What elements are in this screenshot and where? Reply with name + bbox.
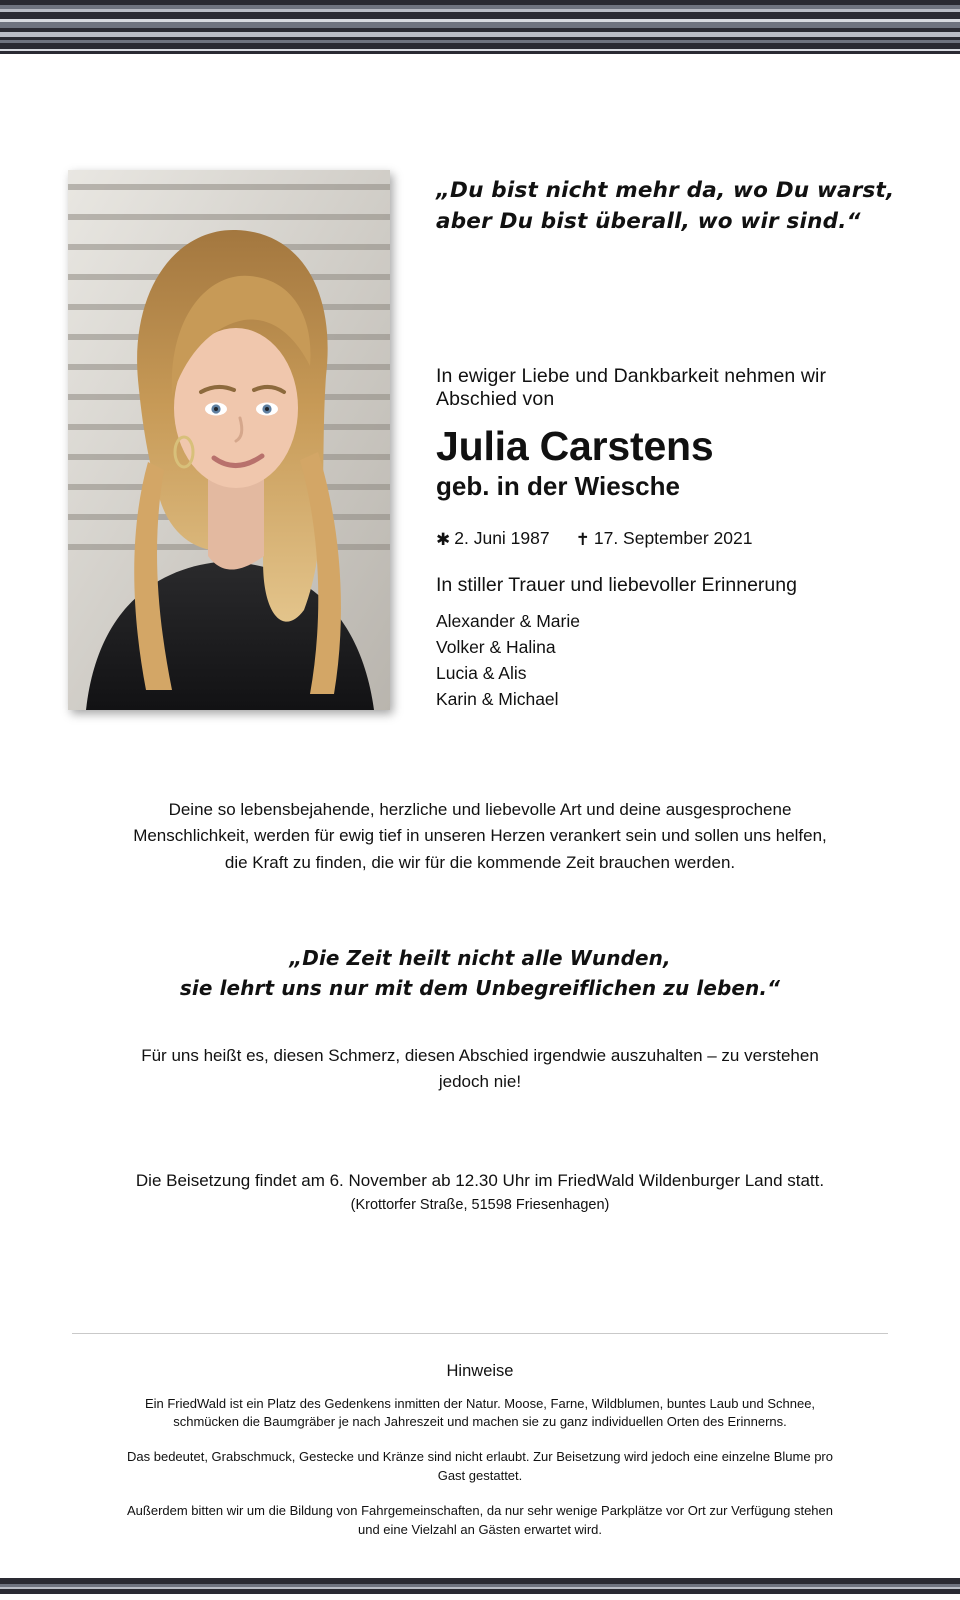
note-paragraph: Außerdem bitten wir um die Bildung von Fahrgemeinschaften, da nur sehr wenige Parkplätze vor Ort zur Verfügung stehen und eine Vielzahl an Gästen erwartet wird. [127,1502,833,1537]
life-dates [436,528,900,549]
stripe-dark-6 [0,51,960,54]
bottom-spacer [0,1540,960,1576]
tribute-paragraph [115,797,845,878]
notes-title: Hinweise [446,1361,514,1380]
tribute-line-2: Menschlichkeit, werden für ewig tief in unseren Herzen verankert sein und sollen uns helfen, [133,826,827,846]
mourner-item: Karin & Michael [436,688,559,709]
upper-section [0,58,960,713]
decorative-stripe-band-bottom [0,1576,960,1600]
stripe-dark-2 [0,12,960,19]
mourner-item: Volker & Halina [436,636,556,657]
second-quote-line-1: „Die Zeit heilt nicht alle Wunden, [289,946,671,971]
opening-quote-line-2: aber Du bist überall, wo wir sind.“ [436,208,861,234]
second-quote [115,943,845,1003]
birth-date: 2. Juni 1987 [454,527,550,548]
closing-statement: Für uns heißt es, diesen Schmerz, diesen Abschied irgendwie auszuhalten – zu verstehen jedoch nie! [141,1046,819,1091]
deceased-name: Julia Carstens [436,423,714,470]
funeral-address: (Krottorfer Straße, 51598 Friesenhagen) [350,1196,610,1213]
announcement-column [390,170,900,713]
second-quote-line-2: sie lehrt uns nur mit dem Unbegreiflichen zu leben.“ [179,976,781,1001]
funeral-details: Die Beisetzung findet am 6. November ab 12.30 Uhr im FriedWald Wildenburger Land statt. [135,1171,825,1191]
opening-quote [436,176,900,237]
mourning-title: In stiller Trauer und liebevoller Erinnerung [436,573,797,596]
cross-icon: ✝ [575,529,590,549]
note-paragraph: Das bedeutet, Grabschmuck, Gestecke und Kränze sind nicht erlaubt. Zur Beisetzung wird jedoch eine einzelne Blume pro Gast gestattet. [127,1449,833,1484]
tribute-line-3: die Kraft zu finden, die wir für die kommende Zeit brauchen werden. [224,853,736,873]
tribute-line-1: Deine so lebensbejahende, herzliche und liebevolle Art und deine ausgesprochene [168,799,792,819]
center-content [0,797,960,1213]
mourner-item: Lucia & Alis [436,662,527,683]
decorative-stripe-band-top [0,0,960,58]
note-paragraph: Ein FriedWald ist ein Platz des Gedenkens inmitten der Natur. Moose, Farne, Wildblumen, buntes Laub und Schnee, schmücken die Baumgräber je nach Jahreszeit und machen sie zu ganz individuellen Orten des Erinnerns. [144,1395,816,1430]
stripe-dark-b2 [0,1589,960,1594]
mourners-list [436,609,900,713]
death-date: 17. September 2021 [593,527,753,548]
birth-star-icon: ✱ [436,529,451,549]
mourner-item: Alexander & Marie [436,610,580,631]
notes-section [0,1334,960,1540]
obituary-card [0,58,960,1576]
opening-quote-line-1: „Du bist nicht mehr da, wo Du warst, [436,178,895,203]
deceased-birth-name: geb. in der Wiesche [436,471,680,502]
portrait-photo [68,170,390,710]
announcement-intro: In ewiger Liebe und Dankbarkeit nehmen wir Abschied von [436,365,827,411]
